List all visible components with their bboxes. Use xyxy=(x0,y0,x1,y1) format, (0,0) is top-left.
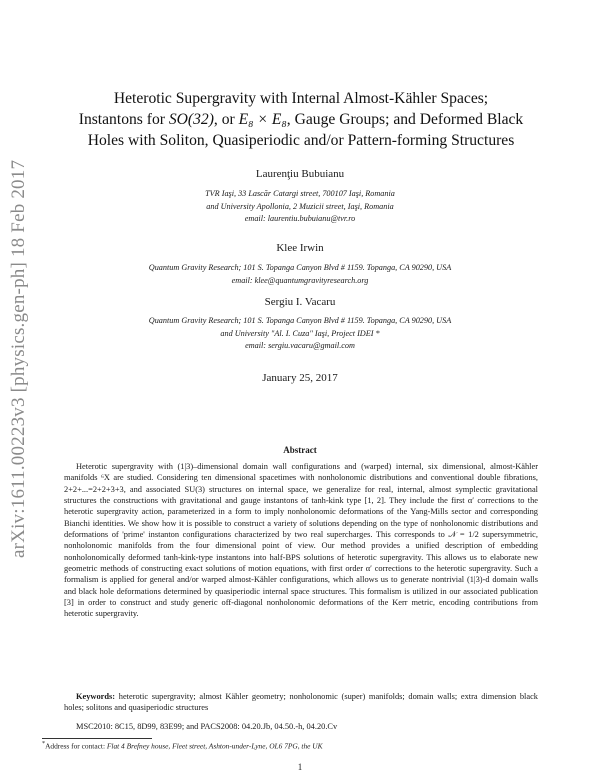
title-line-3: Holes with Soliton, Quasiperiodic and/or Pattern-forming Structures xyxy=(87,132,515,149)
title-math-so32: SO(32) xyxy=(168,111,214,128)
author-affiliation-1 xyxy=(60,188,540,226)
author-name-1: Laurenţiu Bubuianu xyxy=(255,168,345,180)
footnote-marker: * xyxy=(42,741,46,747)
paper-date: January 25, 2017 xyxy=(262,372,338,384)
keywords-label: Keywords: xyxy=(76,692,116,701)
keywords xyxy=(64,691,538,714)
author-affiliation-2 xyxy=(60,262,540,287)
keywords-text: heterotic supergravity; almost Kähler geometry; nonholonomic (super) manifolds; domain walls; extra dimension black holes; solitons and quasiperiodic structures xyxy=(64,692,538,713)
title-line-2 xyxy=(55,109,547,130)
abstract-body: Heterotic supergravity with (1|3)–dimensional domain wall configurations and (warped) internal, six dimensional, almost-Kähler manifolds ⁶X are studied. Considering ten dimensional spacetimes with nonholonomic distributions and conventional double fibrations, 2+2+...=2+2+3+3, and associated SU(3) structures on internal space, we generalize for real, internal, almost symplectic gravitational structures the constructions with gravitational and gauge instantons of tanh-kink type [1, 2]. They include the first α′ corrections to the heterotic supergravity action, parameterized in a form to imply nonholonomic deformations of the Yang-Mills sector and corresponding Bianchi identities. We show how it is possible to construct a variety of solutions depending on the type of nonholonomic distributions and deformations of 'prime' instanton configurations characterized by two real supercharges. This corresponds to 𝒩 = 1/2 supersymmetric, nonholonomic manifolds from the four dimensional point of view. Our method provides a unified description of embedding nonholonomically deformed tanh-kink-type instantons into half-BPS solutions of heterotic supergravity. This allows us to elaborate new geometric methods of constructing exact solutions of motion equations, with first order α′ corrections to the heterotic supergravity. Such a formalism is applied for general and/or warped almost-Kähler configurations, which allows us to generate nontrivial (1|3)-d domain walls and black hole deformations determined by quasiperiodic internal space structures. This formalism is utilized in our associated publication [3] in order to construct and study generic off-diagonal nonholonomic deformations of the Kerr metric, encoding contributions from heterotic supergravity. xyxy=(64,462,538,619)
paper-title xyxy=(55,88,547,151)
affiliation-line: and University Apollonia, 2 Muzicii street, Iaşi, Romania xyxy=(206,201,394,211)
footnote-divider xyxy=(42,738,152,739)
affiliation-line: Quantum Gravity Research; 101 S. Topanga Canyon Blvd # 1159. Topanga, CA 90290, USA xyxy=(148,263,452,272)
title-line-2-pre: Instantons for xyxy=(78,111,169,128)
affiliation-line: TVR Iaşi, 33 Lascăr Catargi street, 700107 Iaşi, Romania xyxy=(205,189,395,198)
title-line-1: Heterotic Supergravity with Internal Almost-Kähler Spaces; xyxy=(113,90,489,107)
page-number: 1 xyxy=(297,762,303,772)
title-line-2-post: , Gauge Groups; and Deformed Black xyxy=(286,111,524,128)
author-name-2: Klee Irwin xyxy=(276,242,324,254)
arxiv-identifier-stamp[interactable]: arXiv:1611.00223v3 [physics.gen-ph] 18 Feb 2017 xyxy=(8,159,29,558)
classification-codes: MSC2010: 8C15, 8D99, 83E99; and PACS2008: 04.20.Jb, 04.50.-h, 04.20.Cv xyxy=(76,722,338,731)
footnote-address: Flat 4 Brefney house, Fleet street, Ashton-under-Lyne, OL6 7PG, the UK xyxy=(106,741,323,751)
title-line-2-mid: , or xyxy=(213,111,239,128)
footnote-label: Address for contact: xyxy=(45,741,106,751)
author-email-1[interactable]: email: laurentiu.bubuianu@tvr.ro xyxy=(244,214,356,224)
affiliation-line: Quantum Gravity Research; 101 S. Topanga Canyon Blvd # 1159. Topanga, CA 90290, USA xyxy=(148,316,452,325)
author-affiliation-3 xyxy=(60,315,540,353)
author-email-3[interactable]: email: sergiu.vacaru@gmail.com xyxy=(245,341,355,351)
author-name-3: Sergiu I. Vacaru xyxy=(264,296,336,308)
affiliation-line: and University "Al. I. Cuza" Iaşi, Project IDEI * xyxy=(220,328,380,338)
abstract-heading: Abstract xyxy=(283,445,317,455)
footnote xyxy=(42,741,562,750)
author-email-2[interactable]: email: klee@quantumgravityresearch.org xyxy=(231,275,369,285)
title-math-e8xe8: E₈ × E₈ xyxy=(238,111,287,128)
